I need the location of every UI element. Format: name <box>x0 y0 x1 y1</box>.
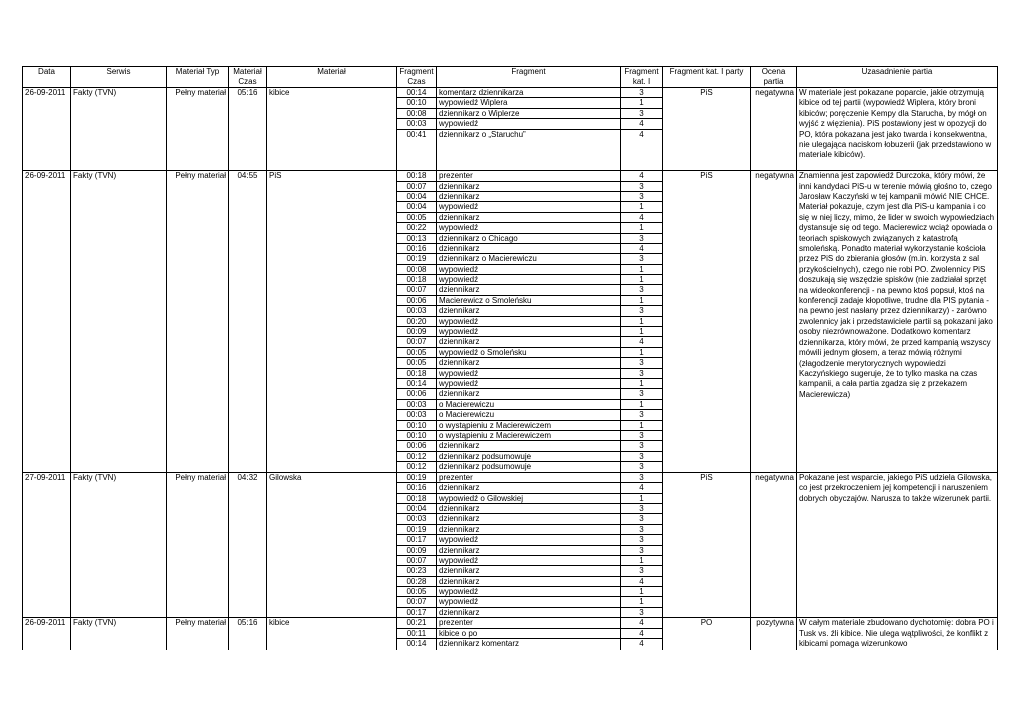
row-date: 27-09-2011 <box>25 472 66 482</box>
row-material-czas: 04:55 <box>237 171 258 181</box>
fragment-label: dziennikarz <box>437 546 620 556</box>
table-row <box>23 472 998 618</box>
row-material-typ: Pełny materiał <box>175 472 226 482</box>
fragment-category: 3 <box>621 254 662 264</box>
fragment-time-column <box>397 618 437 650</box>
fragment-label: wypowiedź o Gilowskiej <box>437 494 620 504</box>
fragment-time: 00:19 <box>397 473 436 483</box>
fragment-time: 00:09 <box>397 327 436 337</box>
fragment-time: 00:04 <box>397 504 436 514</box>
uzasadnienie-text: W całym materiale zbudowano dychotomię: dobra PO i Tusk vs. źli kibice. Nie ulega wątpliwości, że konflikt z kibicami pomaga wizerunkowo <box>799 618 994 649</box>
fragment-time: 00:09 <box>397 546 436 556</box>
fragment-label: wypowiedź <box>437 369 620 379</box>
row-material: kibice <box>269 618 290 628</box>
header-fragment-kat-party: Fragment kat. I party <box>663 67 751 88</box>
fragment-time: 00:21 <box>397 618 436 628</box>
row-date-cell <box>23 88 71 171</box>
fragment-time-column <box>397 171 437 473</box>
fragment-label: prezenter <box>437 618 620 628</box>
fragment-time: 00:05 <box>397 358 436 368</box>
fragment-category: 4 <box>621 337 662 347</box>
fragment-label: dziennikarz o Wiplerze <box>437 109 620 119</box>
row-material-typ: Pełny materiał <box>175 618 226 628</box>
row-material-cell <box>267 88 397 171</box>
fragment-label: dziennikarz <box>437 389 620 399</box>
fragment-label: dziennikarz <box>437 182 620 192</box>
fragment-category: 3 <box>621 285 662 295</box>
row-material-typ-cell <box>167 472 229 618</box>
fragment-time: 00:05 <box>397 587 436 597</box>
header-fragment-kat: Fragment kat. I <box>621 67 663 88</box>
uzasadnienie-text: W materiale jest pokazane poparcie, jakie otrzymują kibice od tej partii (wypowiedź Wiplera, który broni kibiców; poręczenie Kempy dla Starucha, by mógł on wyjść z więzienia). PiS postawiony jest w opozycji do PO, która pokazana jest jako twarda i konsekwentna, nie ulegająca naciskom łobuzerii (jak przedstawiono w materiale kibiców). <box>799 88 992 160</box>
fragment-label: o Macierewiczu <box>437 410 620 420</box>
fragment-label: dziennikarz <box>437 192 620 202</box>
row-material-typ-cell <box>167 88 229 171</box>
fragment-category: 4 <box>621 483 662 493</box>
uzasadnienie-cell <box>797 171 998 473</box>
fragment-category: 3 <box>621 410 662 420</box>
fragment-time: 00:03 <box>397 514 436 524</box>
table-header-row <box>23 67 998 88</box>
row-material-typ: Pełny materiał <box>175 171 226 181</box>
header-material: Materiał <box>267 67 397 88</box>
fragment-time: 00:07 <box>397 556 436 566</box>
fragment-time-column <box>397 472 437 618</box>
fragment-category: 1 <box>621 379 662 389</box>
ocena-partia-cell <box>751 171 797 473</box>
fragment-category: 1 <box>621 494 662 504</box>
fragment-time: 00:03 <box>397 410 436 420</box>
uzasadnienie-text: Znamienna jest zapowiedź Durczoka, który mówi, że inni kandydaci PiS-u w terenie mówią głośno to, czego Jarosław Kaczyński w tej kampanii mówić NIE CHCE. Materiał pokazuje, czym jest dla PiS-u kampania i co się w niej liczy, mimo, że lider w swoich wypowiedziach dystansuje się od tego. Macierewicz wciąż opowiada o teoriach spiskowych związanych z katastrofą smoleńską. Ponadto materiał wykorzystanie kościoła przez PiS do zbierania głosów (m.in. korzysta z sal przykościelnych), czego nie robi PO. Zwolennicy PiS doszukają się wszędzie spisków (nie zadziałał sprzęt na wideokonferencji - na pewno ktoś popsuł, ktoś na konferencji zadaje kłopotliwe, trudne dla PIS pytania - na pewno jest nasłany przez dziennikarzy) - zarówno zwolennicy jak i przedstawiciele partii są pokazani jako osoby niezrównoważone. Dodatkowo komentarz dziennikarza, który mówi, że przed kampanią wszyscy mówili jednym głosem, a teraz mówią różnymi (złagodzenie merytorycznych wypowiedzi Kaczyńskiego sugeruje, że to tylko maska na czas kampanii, a cała partia zgadza się z przekazem Macierewicza) <box>799 171 995 399</box>
fragment-label: dziennikarz <box>437 514 620 524</box>
header-serwis: Serwis <box>71 67 167 88</box>
fragment-label: dziennikarz <box>437 337 620 347</box>
fragment-category: 3 <box>621 514 662 524</box>
fragment-time: 00:03 <box>397 306 436 316</box>
fragment-label: dziennikarz <box>437 358 620 368</box>
row-material: Gilowska <box>269 472 302 482</box>
fragment-category: 3 <box>621 546 662 556</box>
fragment-label: dziennikarz <box>437 306 620 316</box>
fragment-label: o Macierewiczu <box>437 400 620 410</box>
fragment-label: prezenter <box>437 473 620 483</box>
fragment-time: 00:04 <box>397 192 436 202</box>
fragment-label: dziennikarz podsumowuje <box>439 462 532 472</box>
fragment-category: 4 <box>621 629 662 639</box>
media-analysis-table <box>22 66 998 650</box>
fragment-label: wypowiedź <box>437 202 620 212</box>
fragment-time: 00:07 <box>397 597 436 607</box>
fragment-category: 1 <box>621 597 662 607</box>
row-serwis-cell <box>71 88 167 171</box>
fragment-label: wypowiedź <box>437 327 620 337</box>
row-material-czas: 05:16 <box>237 88 258 97</box>
fragment-category: 4 <box>639 639 644 649</box>
fragment-label: wypowiedź <box>437 587 620 597</box>
fragment-time: 00:19 <box>397 254 436 264</box>
fragment-category: 4 <box>621 171 662 181</box>
fragment-label: dziennikarz <box>437 525 620 535</box>
fragment-label: dziennikarz o Macierewiczu <box>437 254 620 264</box>
uzasadnienie-cell <box>797 88 998 171</box>
fragment-category: 1 <box>621 317 662 327</box>
fragment-label: wypowiedź <box>437 119 620 129</box>
fragment-time: 00:10 <box>397 431 436 441</box>
fragment-party-cell <box>663 618 751 650</box>
fragment-time: 00:28 <box>397 577 436 587</box>
fragment-category: 1 <box>621 202 662 212</box>
row-date: 26-09-2011 <box>25 88 66 97</box>
row-date-cell <box>23 472 71 618</box>
fragment-label: dziennikarz <box>437 441 620 451</box>
table-row <box>23 618 998 650</box>
fragment-category: 3 <box>621 431 662 441</box>
fragment-label: wypowiedź <box>437 265 620 275</box>
table-body <box>23 88 998 650</box>
fragment-label: o wystąpieniu z Macierewiczem <box>437 431 620 441</box>
fragment-label: wypowiedź <box>437 535 620 545</box>
row-material-cell <box>267 171 397 473</box>
fragment-time: 00:05 <box>397 348 436 358</box>
fragment-label: wypowiedź <box>437 317 620 327</box>
fragment-party: PO <box>700 618 713 628</box>
fragment-time: 00:12 <box>397 452 436 462</box>
ocena-partia: negatywna <box>755 171 794 181</box>
row-material-typ-cell <box>167 618 229 650</box>
header-data: Data <box>23 67 71 88</box>
fragment-category: 3 <box>621 473 662 483</box>
ocena-partia-cell <box>751 472 797 618</box>
fragment-category: 4 <box>621 119 662 129</box>
fragment-time: 00:14 <box>397 379 436 389</box>
fragment-time: 00:20 <box>397 317 436 327</box>
fragment-time: 00:06 <box>397 389 436 399</box>
fragment-time: 00:18 <box>397 369 436 379</box>
fragment-time-column <box>397 88 437 171</box>
row-material-czas-cell <box>229 472 267 618</box>
row-date: 26-09-2011 <box>25 618 66 628</box>
fragment-time: 00:07 <box>397 182 436 192</box>
row-date-cell <box>23 171 71 473</box>
fragment-category: 3 <box>621 192 662 202</box>
fragment-time: 00:10 <box>397 98 436 108</box>
fragment-label: dziennikarz <box>437 504 620 514</box>
fragment-category: 1 <box>621 327 662 337</box>
fragment-category: 3 <box>621 566 662 576</box>
fragment-time: 00:41 <box>406 129 427 139</box>
fragment-label: dziennikarz komentarz <box>439 639 520 649</box>
table-row <box>23 88 998 171</box>
fragment-time: 00:06 <box>397 441 436 451</box>
fragment-category: 1 <box>621 275 662 285</box>
row-serwis-cell <box>71 618 167 650</box>
fragment-label: dziennikarz <box>437 566 620 576</box>
row-date: 26-09-2011 <box>25 171 66 181</box>
fragment-label-column <box>437 618 621 650</box>
fragment-category: 4 <box>621 213 662 223</box>
fragment-party: PiS <box>700 171 713 181</box>
row-material-czas-cell <box>229 618 267 650</box>
fragment-category: 1 <box>621 296 662 306</box>
fragment-time: 00:17 <box>397 535 436 545</box>
fragment-category-column <box>621 618 663 650</box>
row-material-czas-cell <box>229 88 267 171</box>
fragment-time: 00:17 <box>406 607 427 617</box>
header-material-typ: Materiał Typ <box>167 67 229 88</box>
fragment-label-column <box>437 88 621 171</box>
fragment-category: 3 <box>621 369 662 379</box>
fragment-category: 4 <box>621 618 662 628</box>
row-material: PiS <box>269 171 282 181</box>
fragment-time: 00:18 <box>397 275 436 285</box>
fragment-category: 3 <box>621 389 662 399</box>
fragment-category: 3 <box>621 182 662 192</box>
fragment-category: 3 <box>621 452 662 462</box>
row-date-cell <box>23 618 71 650</box>
fragment-time: 00:07 <box>397 285 436 295</box>
fragment-time: 00:06 <box>397 296 436 306</box>
fragment-category: 1 <box>621 348 662 358</box>
header-ocena-partia: Ocena partia <box>751 67 797 88</box>
row-material-czas: 05:16 <box>237 618 258 628</box>
fragment-category: 1 <box>621 421 662 431</box>
fragment-time: 00:23 <box>397 566 436 576</box>
row-material: kibice <box>269 88 290 97</box>
fragment-category: 3 <box>621 88 662 98</box>
fragment-time: 00:16 <box>397 483 436 493</box>
fragment-category: 1 <box>621 265 662 275</box>
fragment-label: dziennikarz <box>437 244 620 254</box>
row-serwis: Fakty (TVN) <box>73 618 117 628</box>
fragment-label: dziennikarz <box>437 213 620 223</box>
fragment-category: 1 <box>621 587 662 597</box>
fragment-category-column <box>621 171 663 473</box>
fragment-label: Macierewicz o Smoleńsku <box>437 296 620 306</box>
header-uzasadnienie: Uzasadnienie partia <box>797 67 998 88</box>
fragment-label: o wystąpieniu z Macierewiczem <box>437 421 620 431</box>
fragment-label: prezenter <box>437 171 620 181</box>
ocena-partia: negatywna <box>755 88 794 97</box>
row-material-typ: Pełny materiał <box>175 88 226 97</box>
fragment-label: dziennikarz <box>437 285 620 295</box>
fragment-time: 00:07 <box>397 337 436 347</box>
fragment-label: dziennikarz o Chicago <box>437 234 620 244</box>
fragment-time: 00:14 <box>406 639 427 649</box>
fragment-label: wypowiedź <box>437 379 620 389</box>
fragment-label-column <box>437 171 621 473</box>
fragment-time: 00:10 <box>397 421 436 431</box>
fragment-category: 1 <box>621 98 662 108</box>
ocena-partia: pozytywna <box>756 618 794 628</box>
fragment-category: 3 <box>639 607 644 617</box>
fragment-time: 00:16 <box>397 244 436 254</box>
fragment-label: komentarz dziennikarza <box>437 88 620 98</box>
table-row <box>23 171 998 473</box>
row-material-cell <box>267 472 397 618</box>
fragment-label: dziennikarz <box>439 607 480 617</box>
fragment-category: 3 <box>621 306 662 316</box>
fragment-category: 3 <box>621 234 662 244</box>
uzasadnienie-text: Pokazane jest wsparcie, jakiego PiS udziela Gilowska, co jest przekroczeniem jej kompetencji i naruszeniem dobrych obyczajów. Narusza to także wizerunek partii. <box>799 472 992 503</box>
fragment-category: 3 <box>621 441 662 451</box>
fragment-time: 00:13 <box>397 234 436 244</box>
row-material-cell <box>267 618 397 650</box>
fragment-category: 1 <box>621 223 662 233</box>
header-fragment: Fragment <box>437 67 621 88</box>
header-fragment-czas: Fragment Czas <box>397 67 437 88</box>
uzasadnienie-cell <box>797 618 998 650</box>
fragment-category: 3 <box>621 358 662 368</box>
ocena-partia: negatywna <box>755 472 794 482</box>
ocena-partia-cell <box>751 88 797 171</box>
fragment-label: kibice o po <box>437 629 620 639</box>
fragment-category: 1 <box>621 400 662 410</box>
fragment-party: PiS <box>700 472 713 482</box>
fragment-time: 00:08 <box>397 109 436 119</box>
fragment-time: 00:19 <box>397 525 436 535</box>
fragment-time: 00:18 <box>397 171 436 181</box>
fragment-label: wypowiedź <box>437 275 620 285</box>
fragment-time: 00:18 <box>397 494 436 504</box>
fragment-label-column <box>437 472 621 618</box>
fragment-label: dziennikarz <box>437 483 620 493</box>
fragment-label: wypowiedź o Smoleńsku <box>437 348 620 358</box>
row-serwis: Fakty (TVN) <box>73 472 117 482</box>
uzasadnienie-cell <box>797 472 998 618</box>
fragment-time: 00:22 <box>397 223 436 233</box>
fragment-category: 3 <box>639 462 644 472</box>
fragment-time: 00:03 <box>397 119 436 129</box>
fragment-label: wypowiedź Wiplera <box>437 98 620 108</box>
fragment-party-cell <box>663 171 751 473</box>
fragment-time: 00:12 <box>406 462 427 472</box>
fragment-category: 3 <box>621 109 662 119</box>
fragment-label: dziennikarz <box>437 577 620 587</box>
fragment-category: 3 <box>621 504 662 514</box>
header-material-czas: Materiał Czas <box>229 67 267 88</box>
fragment-time: 00:04 <box>397 202 436 212</box>
fragment-category: 3 <box>621 525 662 535</box>
fragment-category: 4 <box>639 129 644 139</box>
fragment-party: PiS <box>700 88 713 97</box>
fragment-label: wypowiedź <box>437 556 620 566</box>
fragment-category: 4 <box>621 577 662 587</box>
row-material-czas: 04:32 <box>237 472 258 482</box>
fragment-category: 4 <box>621 244 662 254</box>
fragment-category: 3 <box>621 535 662 545</box>
fragment-label: wypowiedź <box>437 223 620 233</box>
row-serwis-cell <box>71 171 167 473</box>
fragment-party-cell <box>663 472 751 618</box>
fragment-label: wypowiedź <box>437 597 620 607</box>
ocena-partia-cell <box>751 618 797 650</box>
fragment-label: dziennikarz o „Staruchu” <box>439 129 526 139</box>
fragment-time: 00:08 <box>397 265 436 275</box>
row-serwis-cell <box>71 472 167 618</box>
fragment-category: 1 <box>621 556 662 566</box>
fragment-time: 00:11 <box>397 629 436 639</box>
row-material-czas-cell <box>229 171 267 473</box>
fragment-time: 00:05 <box>397 213 436 223</box>
fragment-time: 00:14 <box>397 88 436 98</box>
fragment-category-column <box>621 88 663 171</box>
row-serwis: Fakty (TVN) <box>73 171 117 181</box>
fragment-time: 00:03 <box>397 400 436 410</box>
row-material-typ-cell <box>167 171 229 473</box>
fragment-category-column <box>621 472 663 618</box>
fragment-label: dziennikarz podsumowuje <box>437 452 620 462</box>
row-serwis: Fakty (TVN) <box>73 88 117 97</box>
fragment-party-cell <box>663 88 751 171</box>
